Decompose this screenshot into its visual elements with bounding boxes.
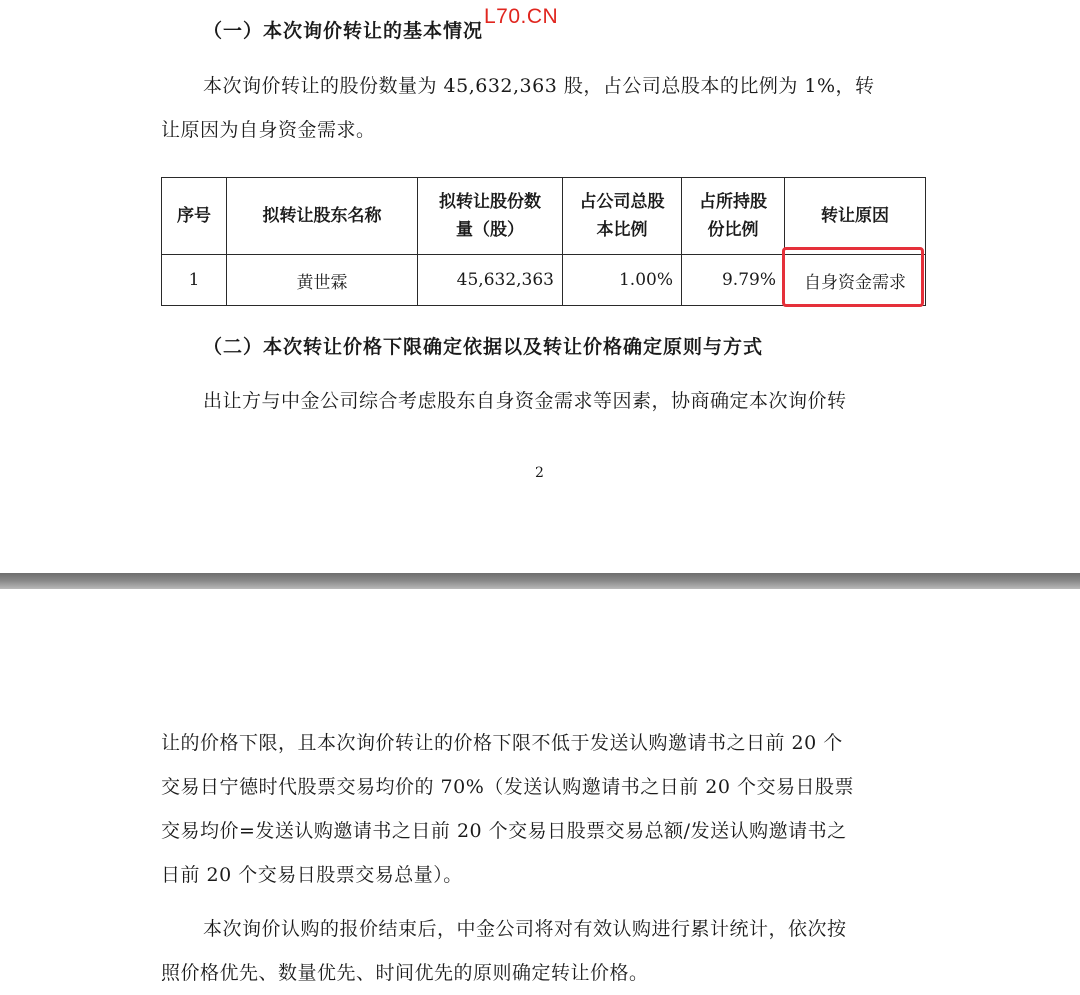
section-heading-basic-info: （一）本次询价转让的基本情况: [203, 20, 484, 42]
header-share-quantity: 拟转让股份数 量（股）: [418, 178, 563, 255]
paragraph-line: 让原因为自身资金需求。: [161, 119, 376, 141]
watermark: L70.CN: [484, 5, 559, 28]
paragraph-line: 交易日宁德时代股票交易均价的 70%（发送认购邀请书之日前 20 个交易日股票: [161, 776, 855, 798]
paragraph-line: 照价格优先、数量优先、时间优先的原则确定转让价格。: [161, 962, 649, 984]
header-shareholder-name: 拟转让股东名称: [227, 178, 418, 255]
paragraph-line: 交易均价=发送认购邀请书之日前 20 个交易日股票交易总额/发送认购邀请书之: [161, 820, 847, 842]
paragraph-line: 出让方与中金公司综合考虑股东自身资金需求等因素，协商确定本次询价转: [203, 390, 847, 412]
cell-shareholder-name: 黄世霖: [227, 255, 418, 306]
cell-transfer-reason: 自身资金需求: [785, 255, 926, 306]
cell-held-share-ratio: 9.79%: [682, 255, 785, 306]
cell-share-quantity: 45,632,363: [418, 255, 563, 306]
header-serial-number: 序号: [162, 178, 227, 255]
paragraph-line: 本次询价转让的股份数量为 45,632,363 股，占公司总股本的比例为 1%，转: [203, 75, 875, 97]
paragraph-line: 本次询价认购的报价结束后，中金公司将对有效认购进行累计统计，依次按: [203, 918, 847, 940]
table-header-row: [162, 178, 926, 255]
section-heading-price-basis: （二）本次转让价格下限确定依据以及转让价格确定原则与方式: [203, 336, 764, 358]
page-number: 2: [535, 465, 544, 481]
paragraph-line: 让的价格下限，且本次询价转让的价格下限不低于发送认购邀请书之日前 20 个: [161, 732, 843, 754]
header-transfer-reason: 转让原因: [785, 178, 926, 255]
header-held-share-ratio: 占所持股 份比例: [682, 178, 785, 255]
cell-total-share-ratio: 1.00%: [563, 255, 682, 306]
cell-serial-number: 1: [162, 255, 227, 306]
paragraph-line: 日前 20 个交易日股票交易总量）。: [161, 864, 463, 886]
page-separator: [0, 573, 1080, 589]
header-total-share-ratio: 占公司总股 本比例: [563, 178, 682, 255]
document-page-bottom: [0, 589, 1080, 993]
highlight-box: [782, 247, 924, 307]
